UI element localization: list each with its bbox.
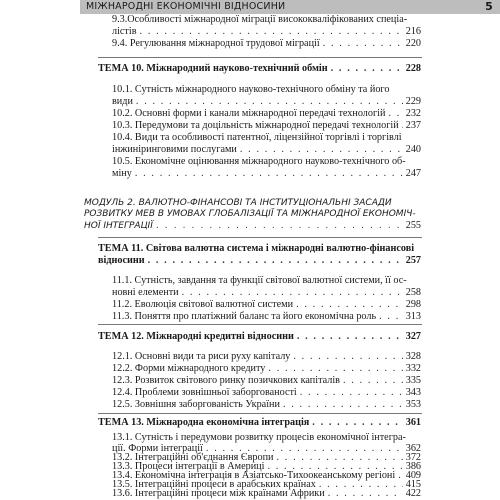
- toc-entry-10-5-cont[interactable]: міну . . . 247: [112, 168, 421, 180]
- dot-leader: [135, 168, 403, 180]
- dot-leader: [140, 26, 403, 38]
- dot-leader: [182, 287, 403, 299]
- toc-entry-9-3[interactable]: 9.3.Особливості міжнародної міграції висококваліфікованих спеціа-: [112, 14, 408, 25]
- toc-entry-11-1-cont[interactable]: новні елементи . . . 258: [112, 287, 421, 299]
- toc-theme-11-cont[interactable]: відносини . . . 257: [98, 255, 421, 267]
- dot-leader: [296, 299, 403, 311]
- toc-theme-11[interactable]: ТЕМА 11. Світова валютна система і міжнародні валютно-фінансові: [98, 243, 415, 254]
- toc-entry-10-1-cont[interactable]: види . . . 229: [112, 96, 421, 108]
- dot-leader: [136, 96, 403, 108]
- section-divider: [98, 237, 422, 238]
- toc-entry-12-4[interactable]: 12.4. Проблеми зовнішньої заборгованості . . . 343: [112, 387, 421, 399]
- toc-entry-12-2[interactable]: 12.2. Форми міжнародного кредиту . . . 332: [112, 363, 421, 375]
- toc-entry-10-3[interactable]: 10.3. Передумови та доцільність міжнародної передачі технологій . . . 237: [112, 120, 421, 132]
- dot-leader: [379, 311, 403, 323]
- toc-entry-13-5[interactable]: 13.5. Інтеграційні процеси в арабських країнах . . . 415: [112, 479, 421, 491]
- module-2-heading-cont[interactable]: НОЇ ІНТЕГРАЦІЇ . . . 255: [84, 220, 421, 232]
- dot-leader: [343, 375, 403, 387]
- toc-entry-13-3[interactable]: 13.3. Процеси інтеграції в Америці . . . 386: [112, 461, 421, 473]
- toc-entry-11-2[interactable]: 11.2. Еволюція світової валютної системи . . . 298: [112, 299, 421, 311]
- toc-entry-12-5[interactable]: 12.5. Зовнішня заборгованість України . . . 353: [112, 399, 421, 411]
- toc-theme-12[interactable]: ТЕМА 12. Міжнародні кредитні відносини . . . 327: [98, 331, 421, 343]
- dot-leader: [388, 108, 402, 120]
- toc-entry-12-3[interactable]: 12.3. Розвиток світового ринку позичкових капіталів . . . 335: [112, 375, 421, 387]
- dot-leader: [312, 417, 402, 429]
- dot-leader: [156, 220, 403, 232]
- toc-entry-11-3[interactable]: 11.3. Поняття про платіжний баланс та його економічна роль . . . 313: [112, 311, 421, 323]
- page-number: 5: [485, 0, 493, 13]
- dot-leader: [328, 488, 403, 500]
- toc-entry-10-2[interactable]: 10.2. Основні форми і канали міжнародної передачі технологій . . . 232: [112, 108, 421, 120]
- dot-leader: [300, 387, 403, 399]
- toc-entry-9-4[interactable]: 9.4. Регулювання міжнародної трудової міграції . . . 220: [112, 38, 421, 50]
- section-divider: [98, 324, 422, 325]
- toc-entry-13-4[interactable]: 13.4. Економічна інтеграція в Азіатсько-Тихоокеанському регіоні . . . 409: [112, 470, 421, 482]
- toc-entry-10-5[interactable]: 10.5. Економічне оцінювання міжнародного науково-технічного об-: [112, 156, 406, 167]
- toc-theme-10[interactable]: ТЕМА 10. Міжнародний науково-технічний обмін . . . 228: [98, 63, 421, 75]
- running-title: МІЖНАРОДНІ ЕКОНОМІЧНІ ВІДНОСИНИ: [86, 1, 286, 12]
- toc-entry-10-4[interactable]: 10.4. Види та особливості патентної, ліцензійної торгівлі і торгівлі: [112, 132, 402, 143]
- dot-leader: [268, 363, 402, 375]
- page-header: [80, 0, 500, 14]
- toc-entry-11-1[interactable]: 11.1. Сутність, завдання та функції світової валютної системи, її ос-: [112, 275, 407, 286]
- toc-entry-10-4-cont[interactable]: інжиніринговими послугами . . . 240: [112, 144, 421, 156]
- module-2-heading[interactable]: МОДУЛЬ 2. ВАЛЮТНО-ФІНАНСОВІ ТА ІНСТИТУЦІОНАЛЬНІ ЗАСАДИ РОЗВИТКУ МЕВ В УМОВАХ ГЛОБАЛІЗАЦІЇ ТА МІЖНАРОДНОЇ ЕКОНОМІЧ-: [84, 198, 416, 219]
- section-divider: [98, 413, 422, 414]
- toc-entry-13-2[interactable]: 13.2. Інтеграційні об'єднання Європи . . . 372: [112, 452, 421, 464]
- dot-leader: [331, 63, 403, 75]
- toc-entry-9-3-cont[interactable]: лістів . . . 216: [112, 26, 421, 38]
- dot-leader: [402, 120, 403, 132]
- dot-leader: [293, 351, 402, 363]
- dot-leader: [148, 255, 403, 267]
- toc-theme-13[interactable]: ТЕМА 13. Міжнародна економічна інтеграція . . . 361: [98, 417, 421, 429]
- section-divider: [98, 57, 422, 58]
- dot-leader: [323, 38, 403, 50]
- toc-entry-13-6[interactable]: 13.6. Інтеграційні процеси між країнами Африки . . . 422: [112, 488, 421, 500]
- toc-entry-13-1-cont[interactable]: ції. Форми інтеграції . . . 362: [112, 443, 421, 455]
- toc-entry-12-1[interactable]: 12.1. Основні види та риси руху капіталу . . . 328: [112, 351, 421, 363]
- dot-leader: [283, 399, 403, 411]
- dot-leader: [240, 144, 403, 156]
- toc-entry-10-1[interactable]: 10.1. Сутність міжнародного науково-технічного обміну та його: [112, 84, 390, 95]
- dot-leader: [297, 331, 403, 343]
- toc-entry-13-1[interactable]: 13.1. Сутність і передумови розвитку процесів економічної інтегра-: [112, 432, 406, 443]
